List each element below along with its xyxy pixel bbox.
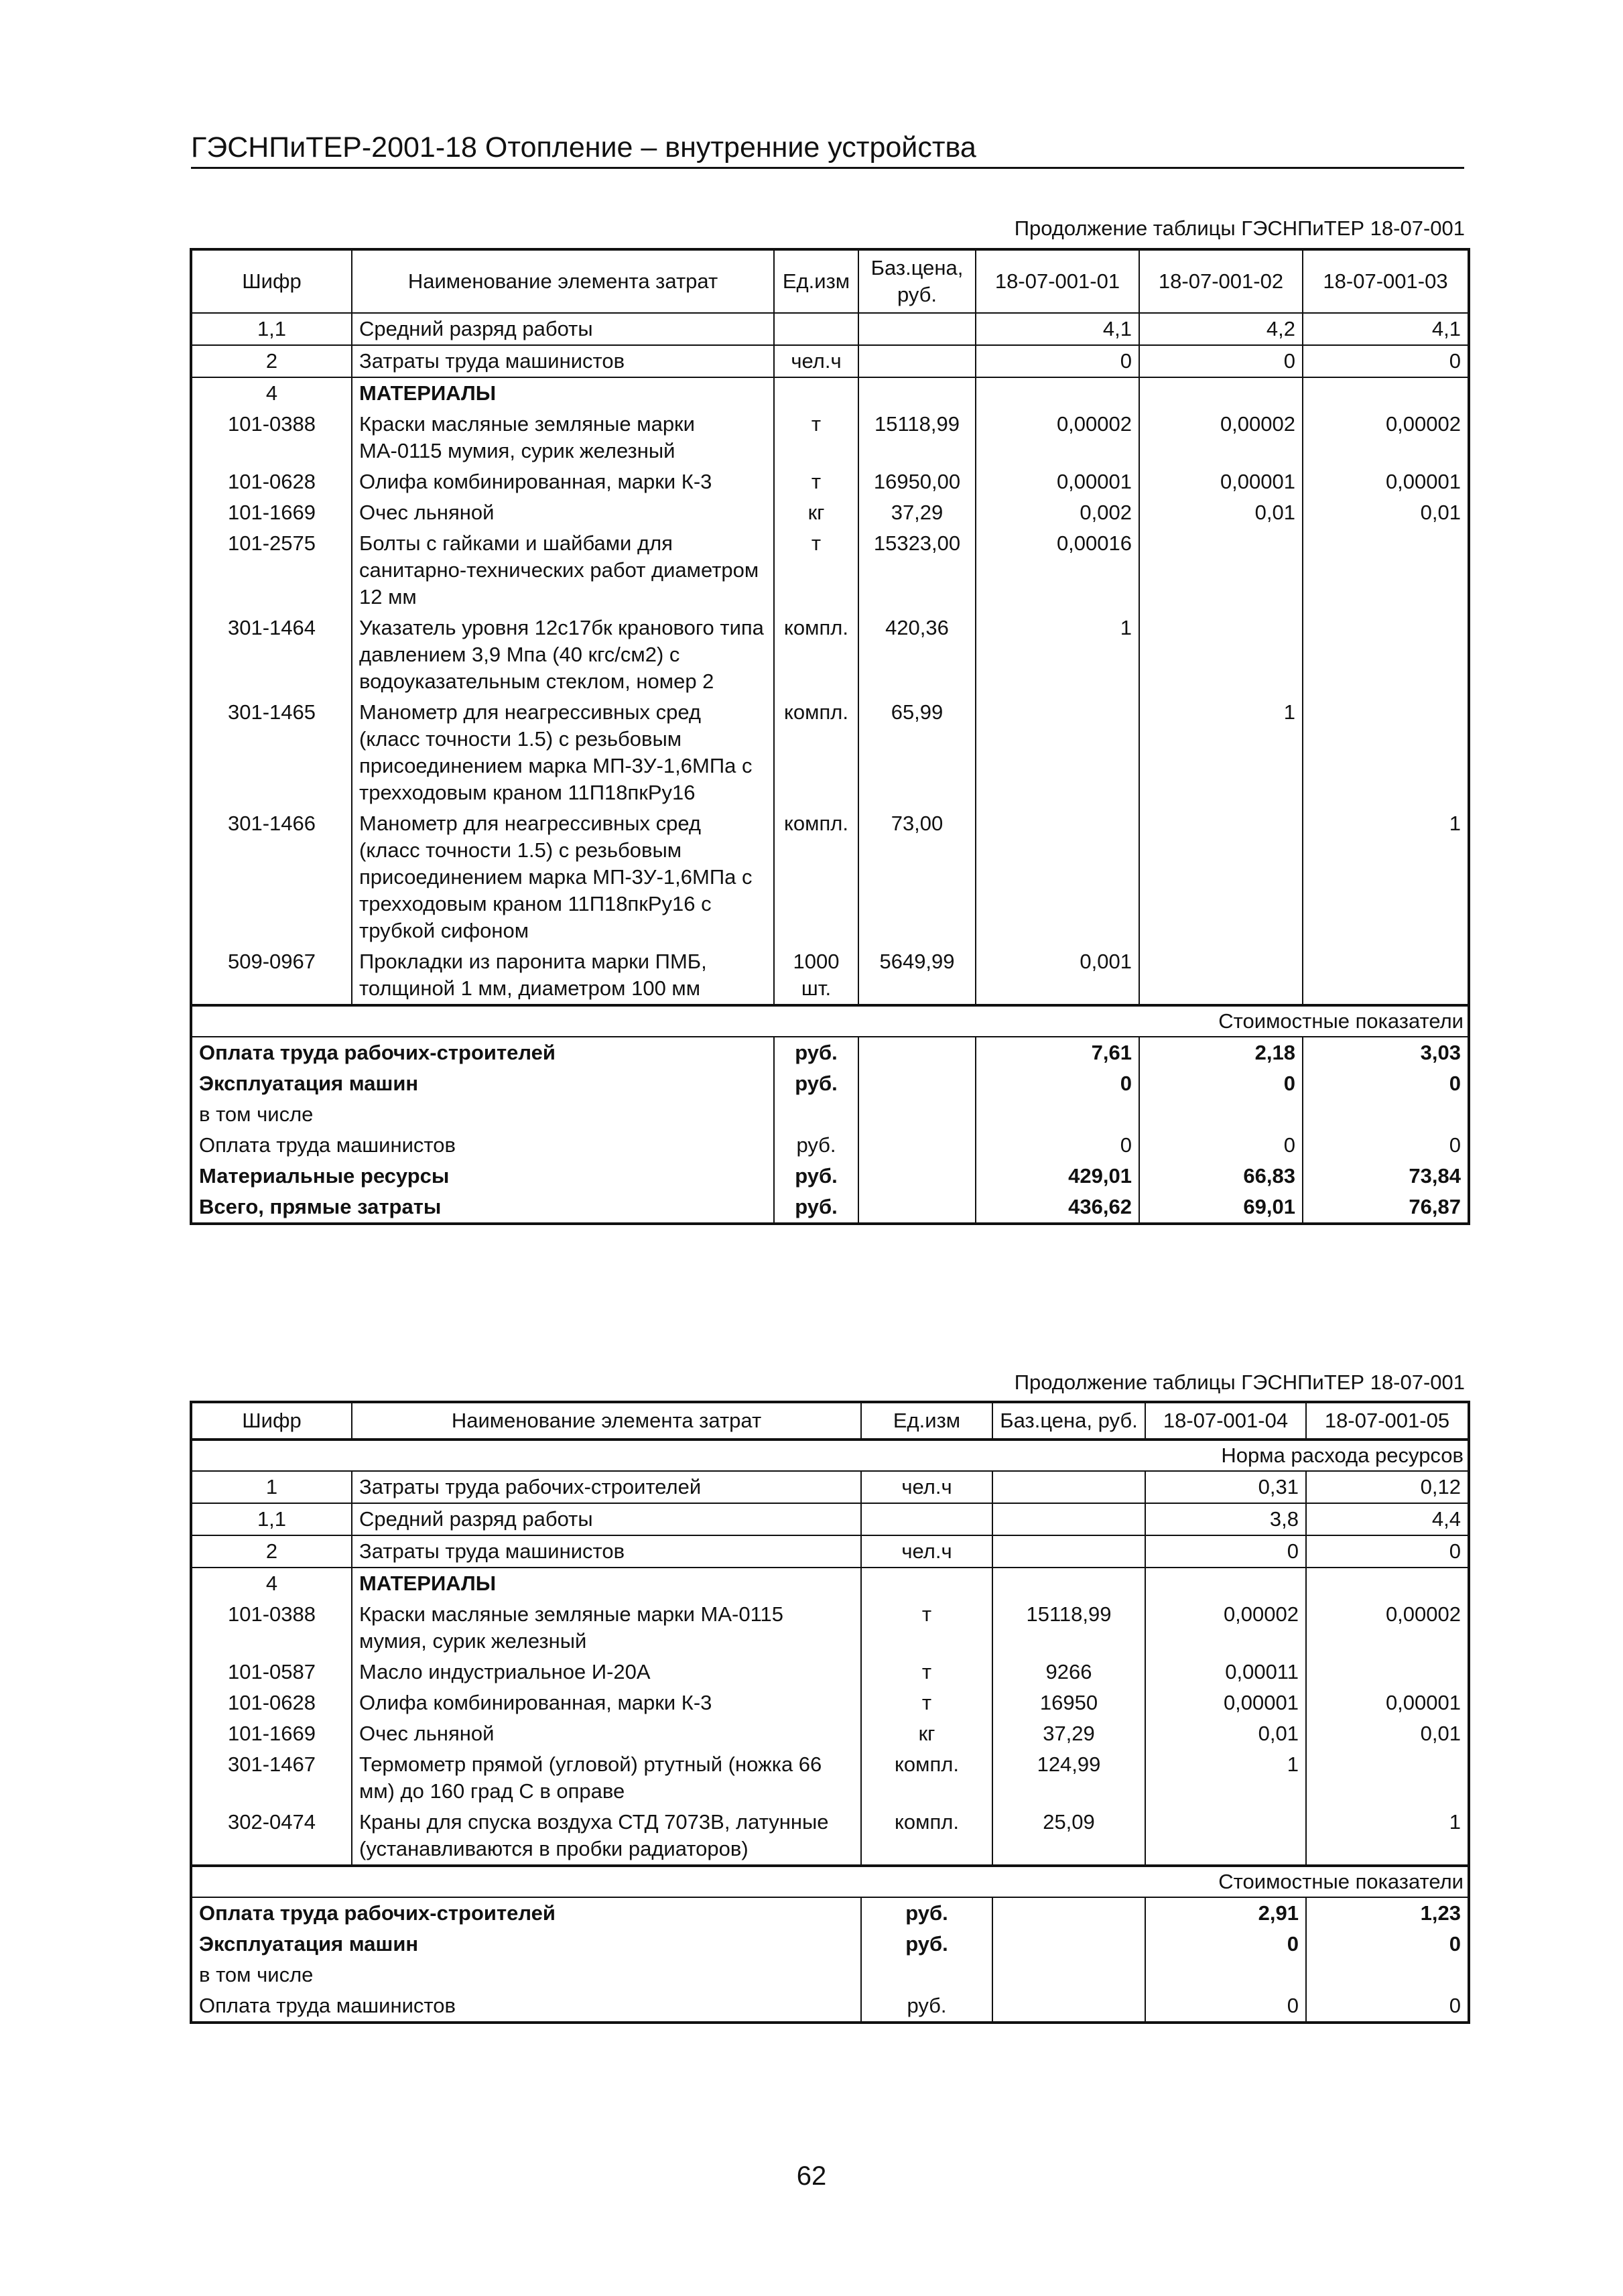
cost-value-3: [1303, 1099, 1469, 1130]
row-value-3: 0,01: [1303, 497, 1469, 528]
cost-row: [191, 1192, 1469, 1224]
row-code: 2: [191, 345, 352, 377]
row-value-3: 0,00001: [1303, 466, 1469, 497]
cost-label: Эксплуатация машин: [191, 1068, 774, 1099]
table-row: [191, 613, 1469, 697]
row-unit: компл.: [861, 1749, 992, 1807]
row-value-1: 0,00001: [1145, 1687, 1306, 1718]
table-row: [191, 1807, 1469, 1866]
row-name: Термометр прямой (угловой) ртутный (ножка 66 мм) до 160 град С в оправе: [352, 1749, 861, 1807]
cost-price-blank: [858, 1161, 976, 1192]
row-value-1: 0,00002: [1145, 1599, 1306, 1657]
row-name: Средний разряд работы: [352, 1503, 861, 1535]
row-price: 15323,00: [858, 528, 976, 613]
table-row: [191, 1535, 1469, 1568]
row-unit: т: [861, 1599, 992, 1657]
table-row: [191, 1749, 1469, 1807]
cost-label: Материальные ресурсы: [191, 1161, 774, 1192]
row-code: 101-1669: [191, 497, 352, 528]
cost-label: Всего, прямые затраты: [191, 1192, 774, 1224]
cost-label: Оплата труда рабочих-строителей: [191, 1037, 774, 1068]
row-value-1: 0,002: [976, 497, 1139, 528]
row-code: 2: [191, 1535, 352, 1568]
row-code: 101-0388: [191, 1599, 352, 1657]
cost-price-blank: [858, 1099, 976, 1130]
table-row: [191, 1599, 1469, 1657]
cost-section-row: [191, 1866, 1469, 1897]
header-col-2: 18-07-001-02: [1139, 249, 1303, 313]
cost-row: [191, 1099, 1469, 1130]
row-name: Олифа комбинированная, марки К-3: [352, 1687, 861, 1718]
cost-row: [191, 1161, 1469, 1192]
row-value-2: [1139, 613, 1303, 697]
row-code: 4: [191, 377, 352, 409]
table-row: [191, 1687, 1469, 1718]
row-name: Очес льняной: [352, 497, 774, 528]
row-unit: чел.ч: [861, 1471, 992, 1503]
table-caption: Продолжение таблицы ГЭСНПиТЕР 18-07-001: [1014, 1370, 1465, 1394]
row-unit: компл.: [774, 613, 858, 697]
cost-value-1: 2,91: [1145, 1897, 1306, 1929]
cost-value-1: 0: [1145, 1929, 1306, 1960]
row-name: Манометр для неагрессивных сред (класс точности 1.5) с резьбовым присоединением марка МП-3У-1,6МПа с трехходовым краном 11П18пкРу16: [352, 697, 774, 808]
row-value-2: 0,00002: [1306, 1599, 1469, 1657]
row-code: 1,1: [191, 313, 352, 345]
row-unit: кг: [861, 1718, 992, 1749]
row-unit: компл.: [774, 808, 858, 946]
row-code: 101-0388: [191, 409, 352, 466]
row-value-3: 4,1: [1303, 313, 1469, 345]
row-value-1: 0,00002: [976, 409, 1139, 466]
row-price: 37,29: [858, 497, 976, 528]
row-unit: чел.ч: [774, 345, 858, 377]
row-price: 420,36: [858, 613, 976, 697]
row-name: Болты с гайками и шайбами для санитарно-технических работ диаметром 12 мм: [352, 528, 774, 613]
row-value-1: 0,31: [1145, 1471, 1306, 1503]
table-body: [191, 1440, 1469, 2023]
cost-value-1: 429,01: [976, 1161, 1139, 1192]
cost-value-1: 0: [976, 1068, 1139, 1099]
table-body: [191, 313, 1469, 1224]
cost-value-2: 0: [1306, 1929, 1469, 1960]
table-row: [191, 697, 1469, 808]
row-value-2: 0,00002: [1139, 409, 1303, 466]
row-price: 15118,99: [992, 1599, 1145, 1657]
header-unit: Ед.изм: [861, 1402, 992, 1440]
page-number: 62: [796, 2161, 827, 2191]
cost-unit: руб.: [861, 1897, 992, 1929]
row-code: 1,1: [191, 1503, 352, 1535]
row-value-2: 1: [1139, 697, 1303, 808]
row-value-2: 0,01: [1306, 1718, 1469, 1749]
row-price: [858, 345, 976, 377]
row-value-2: 4,4: [1306, 1503, 1469, 1535]
cost-unit: [861, 1960, 992, 1990]
row-value-3: 1: [1303, 808, 1469, 946]
row-code: 101-0587: [191, 1657, 352, 1687]
header-unit: Ед.изм: [774, 249, 858, 313]
row-value-2: 0: [1306, 1535, 1469, 1568]
table-row: [191, 409, 1469, 466]
cost-value-2: [1139, 1099, 1303, 1130]
row-value-1: 4,1: [976, 313, 1139, 345]
table-caption: Продолжение таблицы ГЭСНПиТЕР 18-07-001: [1014, 216, 1465, 240]
cost-row: [191, 1897, 1469, 1929]
table-row: [191, 1503, 1469, 1535]
row-price: 16950,00: [858, 466, 976, 497]
header-name: Наименование элемента затрат: [352, 249, 774, 313]
row-value-2: [1139, 377, 1303, 409]
row-price: 65,99: [858, 697, 976, 808]
cost-value-2: 2,18: [1139, 1037, 1303, 1068]
row-unit: [774, 377, 858, 409]
header-code: Шифр: [191, 249, 352, 313]
row-value-3: [1303, 697, 1469, 808]
row-price: [992, 1535, 1145, 1568]
cost-section-row: [191, 1005, 1469, 1037]
table-row: [191, 528, 1469, 613]
row-price: 73,00: [858, 808, 976, 946]
row-code: 4: [191, 1568, 352, 1599]
row-value-2: 0,12: [1306, 1471, 1469, 1503]
row-unit: чел.ч: [861, 1535, 992, 1568]
cost-value-2: 0: [1139, 1068, 1303, 1099]
cost-unit: руб.: [774, 1161, 858, 1192]
row-value-1: 0,00016: [976, 528, 1139, 613]
row-value-3: [1303, 377, 1469, 409]
table-row: [191, 946, 1469, 1005]
cost-value-1: 0: [1145, 1990, 1306, 2023]
row-unit: [774, 313, 858, 345]
table-row: [191, 313, 1469, 345]
row-code: 101-1669: [191, 1718, 352, 1749]
row-value-1: 0,00001: [976, 466, 1139, 497]
cost-value-2: 0: [1306, 1990, 1469, 2023]
row-code: 301-1467: [191, 1749, 352, 1807]
row-value-1: [976, 697, 1139, 808]
row-name: Указатель уровня 12с17бк кранового типа давлением 3,9 Мпа (40 кгс/см2) с водоуказательным стеклом, номер 2: [352, 613, 774, 697]
table-row: [191, 808, 1469, 946]
cost-value-3: 3,03: [1303, 1037, 1469, 1068]
row-value-2: [1139, 528, 1303, 613]
cost-price-blank: [858, 1068, 976, 1099]
cost-row: [191, 1068, 1469, 1099]
row-value-1: [976, 377, 1139, 409]
cost-value-3: 0: [1303, 1068, 1469, 1099]
row-code: 301-1464: [191, 613, 352, 697]
cost-value-1: 436,62: [976, 1192, 1139, 1224]
row-value-2: [1139, 946, 1303, 1005]
cost-value-3: 0: [1303, 1130, 1469, 1161]
row-name: Средний разряд работы: [352, 313, 774, 345]
row-value-1: 1: [1145, 1749, 1306, 1807]
row-value-3: 0: [1303, 345, 1469, 377]
row-price: [858, 313, 976, 345]
row-price: 15118,99: [858, 409, 976, 466]
cost-value-1: [1145, 1960, 1306, 1990]
row-value-1: [1145, 1807, 1306, 1866]
cost-label: в том числе: [191, 1099, 774, 1130]
row-value-2: [1306, 1568, 1469, 1599]
header-col-1: 18-07-001-01: [976, 249, 1139, 313]
row-price: 5649,99: [858, 946, 976, 1005]
row-value-2: [1139, 808, 1303, 946]
row-value-3: [1303, 946, 1469, 1005]
row-value-1: 1: [976, 613, 1139, 697]
cost-label: Эксплуатация машин: [191, 1929, 861, 1960]
row-code: 302-0474: [191, 1807, 352, 1866]
cost-value-1: [976, 1099, 1139, 1130]
row-value-1: 0,00011: [1145, 1657, 1306, 1687]
row-name: МАТЕРИАЛЫ: [352, 1568, 861, 1599]
cost-label: Оплата труда машинистов: [191, 1990, 861, 2023]
table-row: [191, 345, 1469, 377]
cost-unit: руб.: [774, 1192, 858, 1224]
row-name: МАТЕРИАЛЫ: [352, 377, 774, 409]
row-price: [992, 1503, 1145, 1535]
row-unit: [861, 1568, 992, 1599]
row-value-2: [1306, 1749, 1469, 1807]
row-name: Затраты труда машинистов: [352, 1535, 861, 1568]
cost-unit: руб.: [774, 1068, 858, 1099]
row-value-1: 0,001: [976, 946, 1139, 1005]
resource-table-2: [190, 1401, 1470, 2024]
cost-unit: руб.: [861, 1929, 992, 1960]
resource-table-1: [190, 248, 1470, 1225]
cost-row: [191, 1990, 1469, 2023]
table-row: [191, 466, 1469, 497]
row-price: [858, 377, 976, 409]
table-row: [191, 1657, 1469, 1687]
cost-price-blank: [992, 1990, 1145, 2023]
row-unit: кг: [774, 497, 858, 528]
row-code: 101-2575: [191, 528, 352, 613]
header-name: Наименование элемента затрат: [352, 1402, 861, 1440]
row-name: Краски масляные земляные марки МА-0115 мумия, сурик железный: [352, 1599, 861, 1657]
cost-price-blank: [858, 1192, 976, 1224]
cost-row: [191, 1929, 1469, 1960]
cost-value-2: 66,83: [1139, 1161, 1303, 1192]
cost-label: Оплата труда машинистов: [191, 1130, 774, 1161]
table-row: [191, 497, 1469, 528]
cost-value-1: 0: [976, 1130, 1139, 1161]
row-price: 124,99: [992, 1749, 1145, 1807]
row-value-3: 0,00002: [1303, 409, 1469, 466]
row-code: 101-0628: [191, 1687, 352, 1718]
row-name: Затраты труда рабочих-строителей: [352, 1471, 861, 1503]
row-unit: компл.: [861, 1807, 992, 1866]
cost-value-2: 69,01: [1139, 1192, 1303, 1224]
row-value-2: [1306, 1657, 1469, 1687]
row-name: Краски масляные земляные марки МА-0115 мумия, сурик железный: [352, 409, 774, 466]
cost-label: в том числе: [191, 1960, 861, 1990]
row-unit: т: [861, 1657, 992, 1687]
row-value-1: 0,01: [1145, 1718, 1306, 1749]
row-value-2: 0: [1139, 345, 1303, 377]
row-value-2: 0,00001: [1139, 466, 1303, 497]
header-col-3: 18-07-001-03: [1303, 249, 1469, 313]
norm-section-row: [191, 1440, 1469, 1471]
cost-unit: руб.: [861, 1990, 992, 2023]
row-name: Затраты труда машинистов: [352, 345, 774, 377]
row-value-1: [1145, 1568, 1306, 1599]
row-price: 37,29: [992, 1718, 1145, 1749]
table-row: [191, 377, 1469, 409]
row-price: 9266: [992, 1657, 1145, 1687]
row-name: Краны для спуска воздуха СТД 7073В, латунные (устанавливаются в пробки радиаторов): [352, 1807, 861, 1866]
header-price: Баз.цена, руб.: [992, 1402, 1145, 1440]
table-row: [191, 1568, 1469, 1599]
cost-row: [191, 1960, 1469, 1990]
cost-value-2: [1306, 1960, 1469, 1990]
row-value-1: 3,8: [1145, 1503, 1306, 1535]
norm-section-title: Норма расхода ресурсов: [191, 1440, 1469, 1471]
cost-value-2: 1,23: [1306, 1897, 1469, 1929]
row-unit: т: [861, 1687, 992, 1718]
row-price: 16950: [992, 1687, 1145, 1718]
cost-section-title: Стоимостные показатели: [191, 1866, 1469, 1897]
cost-unit: руб.: [774, 1037, 858, 1068]
cost-value-1: 7,61: [976, 1037, 1139, 1068]
cost-price-blank: [858, 1037, 976, 1068]
row-unit: 1000 шт.: [774, 946, 858, 1005]
header-code: Шифр: [191, 1402, 352, 1440]
row-code: 301-1466: [191, 808, 352, 946]
header-col-2: 18-07-001-05: [1306, 1402, 1469, 1440]
page-header: ГЭСНПиТЕР-2001-18 Отопление – внутренние устройства: [191, 131, 1464, 169]
row-code: 1: [191, 1471, 352, 1503]
cost-row: [191, 1130, 1469, 1161]
row-value-2: 0,01: [1139, 497, 1303, 528]
row-name: Прокладки из паронита марки ПМБ, толщиной 1 мм, диаметром 100 мм: [352, 946, 774, 1005]
header-price: Баз.цена, руб.: [858, 249, 976, 313]
row-unit: т: [774, 466, 858, 497]
row-value-1: 0: [1145, 1535, 1306, 1568]
row-name: Масло индустриальное И-20А: [352, 1657, 861, 1687]
cost-value-3: 76,87: [1303, 1192, 1469, 1224]
row-code: 301-1465: [191, 697, 352, 808]
row-value-2: 1: [1306, 1807, 1469, 1866]
cost-price-blank: [992, 1929, 1145, 1960]
row-value-2: 0,00001: [1306, 1687, 1469, 1718]
row-code: 101-0628: [191, 466, 352, 497]
cost-unit: руб.: [774, 1130, 858, 1161]
cost-label: Оплата труда рабочих-строителей: [191, 1897, 861, 1929]
row-value-3: [1303, 528, 1469, 613]
cost-unit: [774, 1099, 858, 1130]
cost-value-3: 73,84: [1303, 1161, 1469, 1192]
row-value-1: 0: [976, 345, 1139, 377]
row-price: [992, 1471, 1145, 1503]
row-value-2: 4,2: [1139, 313, 1303, 345]
row-name: Очес льняной: [352, 1718, 861, 1749]
row-unit: т: [774, 528, 858, 613]
cost-value-2: 0: [1139, 1130, 1303, 1161]
row-price: 25,09: [992, 1807, 1145, 1866]
row-value-3: [1303, 613, 1469, 697]
header-col-1: 18-07-001-04: [1145, 1402, 1306, 1440]
row-name: Олифа комбинированная, марки К-3: [352, 466, 774, 497]
cost-price-blank: [858, 1130, 976, 1161]
table-row: [191, 1718, 1469, 1749]
row-price: [992, 1568, 1145, 1599]
row-name: Манометр для неагрессивных сред (класс точности 1.5) с резьбовым присоединением марка МП-3У-1,6МПа с трехходовым краном 11П18пкРу16 с трубкой сифоном: [352, 808, 774, 946]
cost-row: [191, 1037, 1469, 1068]
row-value-1: [976, 808, 1139, 946]
cost-section-title: Стоимостные показатели: [191, 1005, 1469, 1037]
row-code: 509-0967: [191, 946, 352, 1005]
table-row: [191, 1471, 1469, 1503]
row-unit: т: [774, 409, 858, 466]
row-unit: [861, 1503, 992, 1535]
cost-price-blank: [992, 1897, 1145, 1929]
cost-price-blank: [992, 1960, 1145, 1990]
row-unit: компл.: [774, 697, 858, 808]
